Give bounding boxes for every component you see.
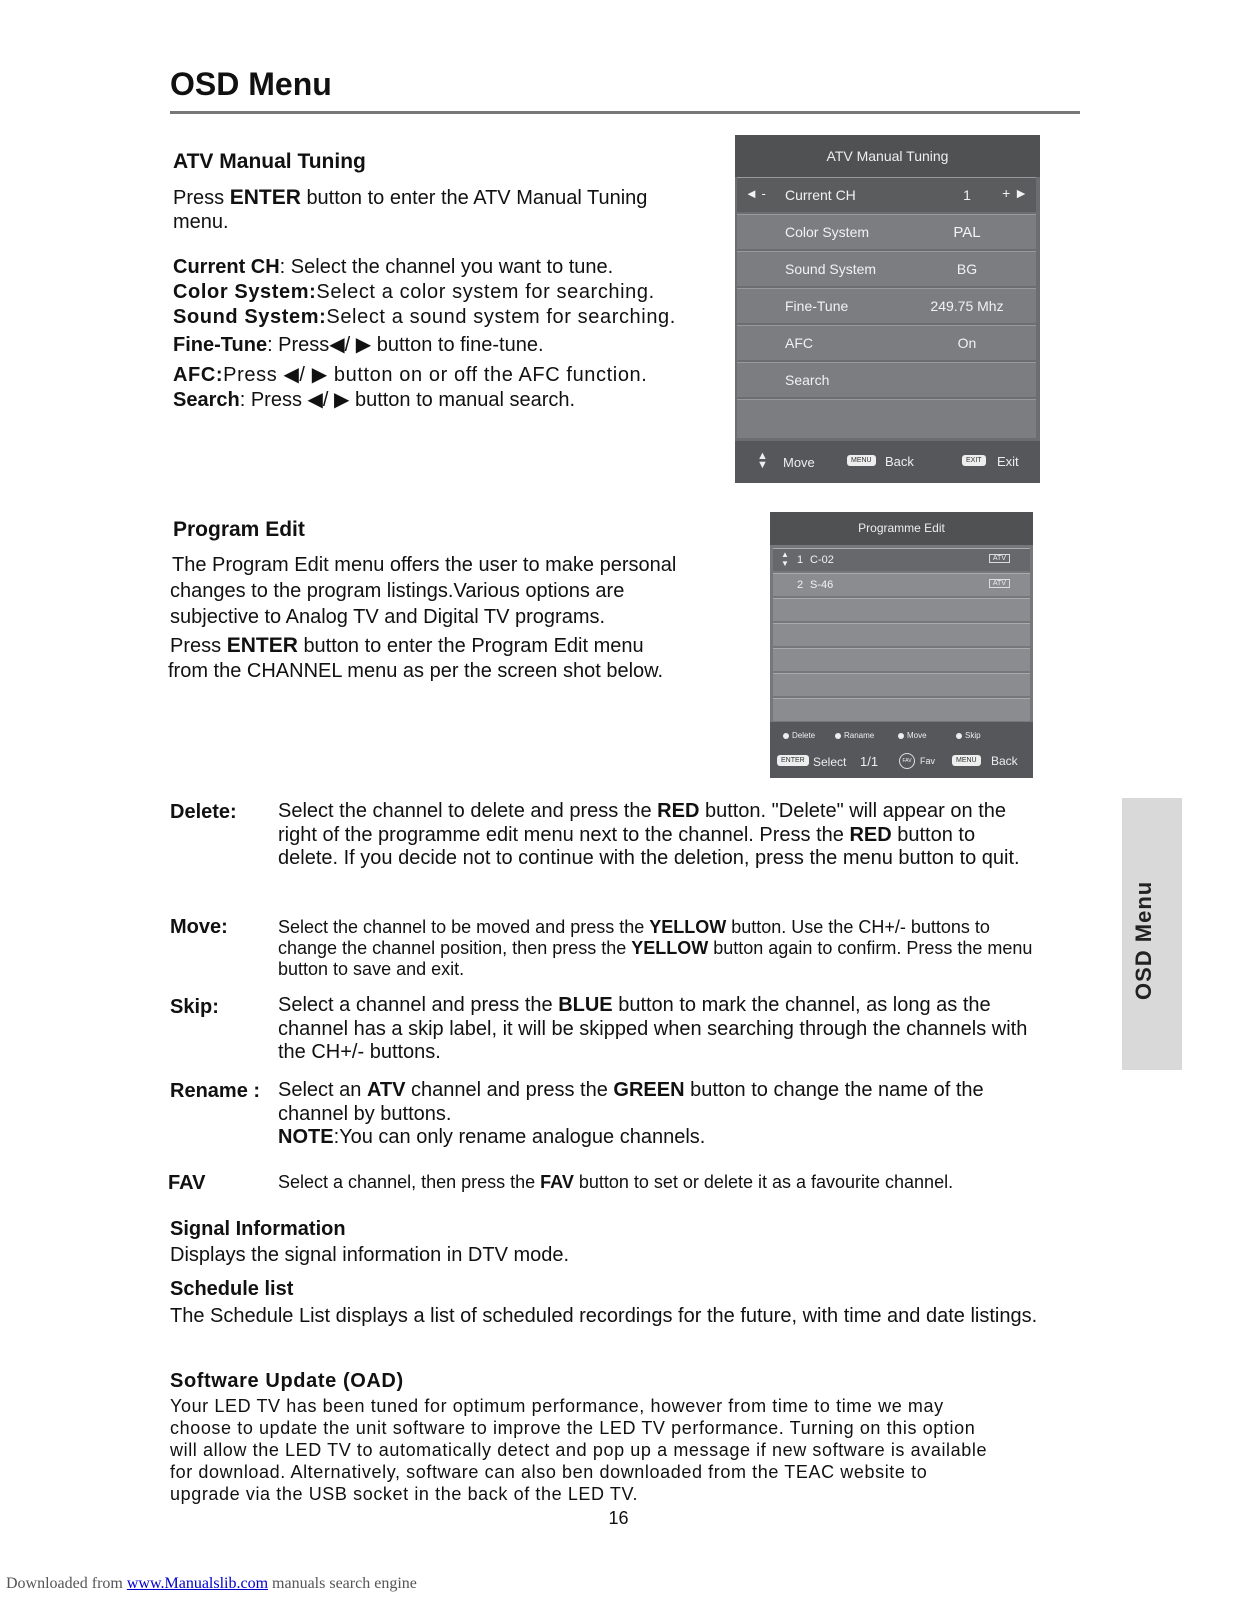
software-line: upgrade via the USB socket in the back of the LED TV. — [170, 1484, 639, 1504]
software-line: will allow the LED TV to automatically detect and pop up a message if new software is available — [170, 1440, 988, 1460]
signal-heading: Signal Information — [170, 1218, 346, 1240]
atv-item-term: AFC: — [173, 364, 224, 386]
atv-item-text: Select a sound system for searching. — [326, 306, 676, 328]
manualslib-link[interactable]: www.Manualslib.com — [126, 1575, 269, 1592]
download-footer — [6, 1575, 417, 1593]
atv-row-sound-system[interactable] — [737, 251, 1036, 286]
atv-row-label: Fine-Tune — [785, 298, 849, 314]
pe-empty-row — [773, 623, 1030, 646]
pe-channel-row[interactable] — [773, 573, 1030, 596]
atv-row-value: PAL — [953, 224, 981, 241]
desc-text: Select a channel, then press the — [278, 1172, 541, 1192]
atv-item-text: : Press◀/ ▶ button to fine-tune. — [267, 334, 544, 356]
program-edit-line-3: subjective to Analog TV and Digital TV programs. — [170, 606, 606, 628]
desc-text: button to delete. If you decide not to continue with the deletion, press the menu button to quit. — [278, 823, 1020, 869]
rename-description — [278, 1079, 1038, 1150]
desc-text: button to set or delete it as a favourite channel. — [573, 1172, 954, 1192]
move-description — [278, 917, 1038, 980]
desc-text: button to change the name of the channel by buttons. — [278, 1079, 984, 1125]
desc-text: button. "Delete" will appear on the right of the programme edit menu next to the channel. Press the — [278, 800, 1007, 846]
page-title: OSD Menu — [170, 66, 332, 102]
right-arrow-icon: + ► — [1002, 185, 1028, 201]
skip-description — [278, 994, 1038, 1065]
atv-row-value: 249.75 Mhz — [930, 298, 1004, 314]
atv-row-label: Search — [785, 372, 830, 388]
schedule-text: The Schedule List displays a list of scheduled recordings for the future, with time and date listings. — [170, 1305, 1038, 1327]
footer-suffix: manuals search engine — [268, 1575, 417, 1592]
red-dot-icon — [783, 733, 789, 739]
program-edit-press: Press — [170, 635, 222, 657]
updown-arrows-icon: ▲ ▼ — [757, 450, 768, 471]
desc-text: :You can only rename analogue channels. — [333, 1126, 706, 1148]
atv-intro-rest: button to enter the ATV Manual Tuning — [306, 187, 648, 209]
atv-row-value: On — [957, 335, 977, 351]
delete-description — [278, 800, 1038, 871]
pe-empty-row — [773, 598, 1030, 621]
programme-edit-screen — [770, 512, 1033, 778]
software-line: choose to update the unit software to improve the LED TV performance. Turning on this option — [170, 1418, 976, 1438]
enter-key-icon: ENTER — [777, 755, 809, 766]
desc-text: channel and press the — [405, 1079, 614, 1101]
exit-key-icon: EXIT — [962, 455, 986, 466]
pe-screen-footer — [770, 722, 1033, 778]
atv-item-text: Select a color system for searching. — [316, 281, 655, 303]
pe-key-rename — [835, 731, 874, 740]
atv-intro-press: Press — [173, 187, 225, 209]
atv-manual-tuning-screen — [735, 135, 1040, 483]
atv-item-term: Current CH — [173, 256, 280, 278]
atv-item-term: Fine-Tune — [173, 334, 268, 356]
desc-text: Select a channel and press the — [278, 994, 559, 1016]
desc-text: Select an — [278, 1079, 367, 1101]
atv-row-color-system[interactable] — [737, 214, 1036, 249]
atv-screen-footer — [735, 441, 1040, 483]
desc-bold: YELLOW — [649, 917, 727, 937]
pe-channel-name: S-46 — [810, 579, 834, 591]
atv-item-term: Search — [173, 389, 240, 411]
pe-select-label: Select — [813, 755, 847, 769]
page-number: 16 — [608, 1508, 629, 1528]
footer-prefix: Downloaded from — [6, 1575, 127, 1592]
desc-text: button. Use the CH+/- buttons to change the channel position, then press the — [278, 917, 990, 958]
pe-back-label: Back — [991, 754, 1018, 768]
desc-bold: YELLOW — [631, 938, 709, 958]
pe-key-move — [898, 731, 927, 740]
fav-term: FAV — [168, 1172, 206, 1194]
menu-key-icon: MENU — [952, 755, 981, 766]
atv-item-text: : Select the channel you want to tune. — [279, 256, 614, 278]
atv-screen-title: ATV Manual Tuning — [735, 135, 1040, 177]
atv-item-term: Sound System: — [173, 306, 327, 328]
program-edit-press-rest: button to enter the Program Edit menu — [303, 635, 644, 657]
atv-item-current-ch — [173, 256, 613, 279]
atv-heading: ATV Manual Tuning — [173, 150, 366, 173]
pe-screen-title: Programme Edit — [770, 512, 1033, 545]
atv-row-empty — [737, 399, 1036, 438]
program-edit-line-2: changes to the program listings.Various options are — [170, 580, 625, 602]
desc-bold: FAV — [540, 1172, 574, 1192]
software-line: for download. Alternatively, software can also ben downloaded from the TEAC website to — [170, 1462, 928, 1482]
pe-key-delete — [783, 731, 815, 740]
pe-fav-label: Fav — [920, 756, 936, 766]
pe-key-label: Skip — [965, 731, 981, 740]
program-edit-line-5: from the CHANNEL menu as per the screen shot below. — [168, 660, 664, 682]
atv-tag: ATV — [989, 579, 1010, 588]
pe-channel-num: 2 — [797, 579, 804, 591]
rename-term: Rename : — [170, 1080, 261, 1102]
pe-key-skip — [956, 731, 981, 740]
atv-row-label: Sound System — [785, 261, 877, 277]
pe-page-indicator: 1/1 — [860, 754, 879, 769]
pe-channel-num: 1 — [797, 554, 804, 566]
atv-row-current-ch[interactable] — [737, 177, 1036, 212]
pe-key-label: Move — [907, 731, 927, 740]
desc-bold: ATV — [366, 1079, 406, 1101]
atv-item-term: Color System: — [173, 281, 317, 303]
desc-text: Select the channel to delete and press the — [278, 800, 658, 822]
pe-empty-row — [773, 673, 1030, 696]
title-divider — [170, 111, 1080, 114]
pe-empty-row — [773, 698, 1030, 721]
move-term: Move: — [170, 916, 228, 938]
green-dot-icon — [835, 733, 841, 739]
signal-text: Displays the signal information in DTV mode. — [170, 1244, 570, 1266]
atv-item-afc — [173, 362, 647, 387]
pe-key-label: Raname — [844, 731, 875, 740]
desc-bold: BLUE — [558, 994, 613, 1016]
atv-row-fine-tune[interactable] — [737, 288, 1036, 323]
atv-row-label: Color System — [785, 224, 870, 240]
schedule-heading: Schedule list — [170, 1278, 294, 1300]
updown-arrows-icon: ▲ ▼ — [781, 550, 789, 568]
atv-row-label: Current CH — [785, 187, 856, 203]
desc-bold: RED — [849, 823, 892, 846]
desc-text: button again to confirm. Press the menu button to save and exit. — [278, 938, 1033, 979]
atv-row-search[interactable] — [737, 362, 1036, 397]
atv-row-value: 1 — [963, 187, 971, 203]
footer-move-label: Move — [783, 455, 815, 470]
footer-back-label: Back — [885, 454, 914, 469]
skip-term: Skip: — [170, 996, 219, 1018]
atv-item-sound-system — [173, 306, 676, 329]
pe-channel-name: C-02 — [810, 554, 834, 566]
yellow-dot-icon — [898, 733, 904, 739]
program-edit-heading: Program Edit — [173, 518, 305, 541]
pe-key-label: Delete — [792, 731, 816, 740]
atv-intro-key: ENTER — [229, 186, 301, 209]
desc-bold: GREEN — [613, 1079, 685, 1101]
program-edit-line-1: The Program Edit menu offers the user to make personal — [172, 554, 677, 576]
program-edit-key: ENTER — [226, 634, 298, 657]
atv-intro-line-2: menu. — [173, 211, 229, 233]
program-edit-line-4 — [170, 634, 644, 658]
atv-tag: ATV — [989, 554, 1010, 563]
atv-row-value: BG — [956, 261, 978, 277]
atv-item-text: : Press ◀/ ▶ button to manual search. — [239, 389, 576, 411]
delete-term: Delete: — [170, 801, 237, 823]
atv-item-text: Press ◀/ ▶ button on or off the AFC function. — [223, 364, 648, 386]
atv-row-label: AFC — [785, 335, 813, 351]
menu-key-icon: MENU — [847, 455, 876, 466]
pe-empty-row — [773, 648, 1030, 671]
blue-dot-icon — [956, 733, 962, 739]
desc-bold: RED — [657, 800, 700, 822]
software-line: Your LED TV has been tuned for optimum performance, however from time to time we may — [170, 1396, 944, 1416]
pe-channel-row[interactable] — [773, 548, 1030, 571]
desc-bold: NOTE — [278, 1126, 334, 1148]
footer-exit-label: Exit — [997, 454, 1019, 469]
atv-item-fine-tune — [173, 332, 544, 357]
atv-item-color-system — [173, 281, 655, 304]
fav-key-icon: FAV — [899, 753, 915, 769]
atv-item-search — [173, 387, 575, 412]
desc-text: button to mark the channel, as long as the channel has a skip label, it will be skipped when searching through the channels with the CH+/- buttons. — [278, 994, 1028, 1063]
side-tab-label: OSD Menu — [1131, 880, 1156, 1000]
fav-description — [278, 1172, 1038, 1193]
desc-text: Select the channel to be moved and press the — [278, 917, 650, 937]
atv-row-afc[interactable] — [737, 325, 1036, 360]
left-arrow-icon: ◄ - — [745, 186, 766, 201]
atv-intro-line-1 — [173, 186, 647, 210]
software-heading: Software Update (OAD) — [170, 1370, 404, 1392]
